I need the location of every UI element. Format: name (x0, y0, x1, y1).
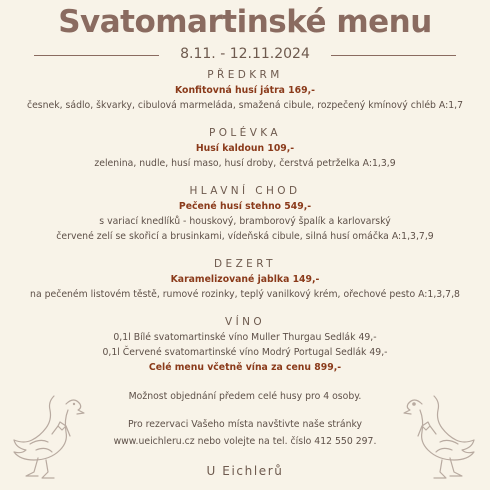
dish-description: česnek, sádlo, škvarky, cibulová marmeláda, smažená cibule, rozpečený kmínový chléb A:1,7 (26, 100, 464, 111)
goose-right-icon (400, 392, 480, 484)
wine-line: 0,1l Bílé svatomartinské víno Muller Thurgau Sedlák 49,- (113, 332, 377, 343)
section-heading: PŘEDKRM (207, 69, 283, 81)
section-dessert (0, 256, 490, 302)
menu-total: Celé menu včetně vína za cenu 899,- (148, 362, 342, 373)
divider-right (331, 55, 456, 56)
dish-name: Pečené husí stehno 549,- (178, 201, 312, 212)
dish-name: Husí kaldoun 109,- (195, 143, 295, 154)
dish-description: s variací knedlíků - houskový, bramborový špalík a karlovarský (99, 216, 391, 227)
dish-name: Konfitovná husí játra 169,- (175, 85, 315, 96)
section-wine (0, 314, 490, 375)
dish-description: zelenina, nudle, husí maso, husí droby, čerstvá petrželka A:1,3,9 (94, 158, 396, 169)
section-heading: POLÉVKA (209, 127, 281, 139)
section-soup (0, 125, 490, 171)
dish-description: na pečeném listovém těstě, rumové rozinky, teplý vanilkový krém, ořechové pesto A:1,3,7,8 (30, 289, 460, 300)
section-heading: VÍNO (225, 316, 265, 328)
section-main (0, 183, 490, 244)
reservation-line: www.ueichleru.cz nebo volejte na tel. číslo 412 550 297. (113, 436, 377, 447)
reservation-line: Pro rezervaci Vašeho místa navštivte naše stránky (127, 419, 363, 430)
section-heading: HLAVNÍ CHOD (189, 185, 301, 197)
whole-goose-note: Možnost objednání předem celé husy pro 4 osoby. (128, 391, 362, 402)
restaurant-signature: U Eichlerů (206, 464, 284, 478)
dish-name: Karamelizované jablka 149,- (170, 274, 320, 285)
goose-left-icon (8, 392, 88, 484)
section-starter (0, 67, 490, 113)
dish-description: červené zelí se skořicí a brusinkami, vídeňská cibule, silná husí omáčka A:1,3,7,9 (56, 231, 434, 242)
date-range: 8.11. - 12.11.2024 (180, 46, 310, 62)
date-row (34, 46, 456, 64)
menu-title: Svatomartinské menu (58, 4, 432, 40)
wine-line: 0,1l Červené svatomartinské víno Modrý Portugal Sedlák 49,- (102, 347, 388, 358)
section-heading: DEZERT (214, 258, 276, 270)
